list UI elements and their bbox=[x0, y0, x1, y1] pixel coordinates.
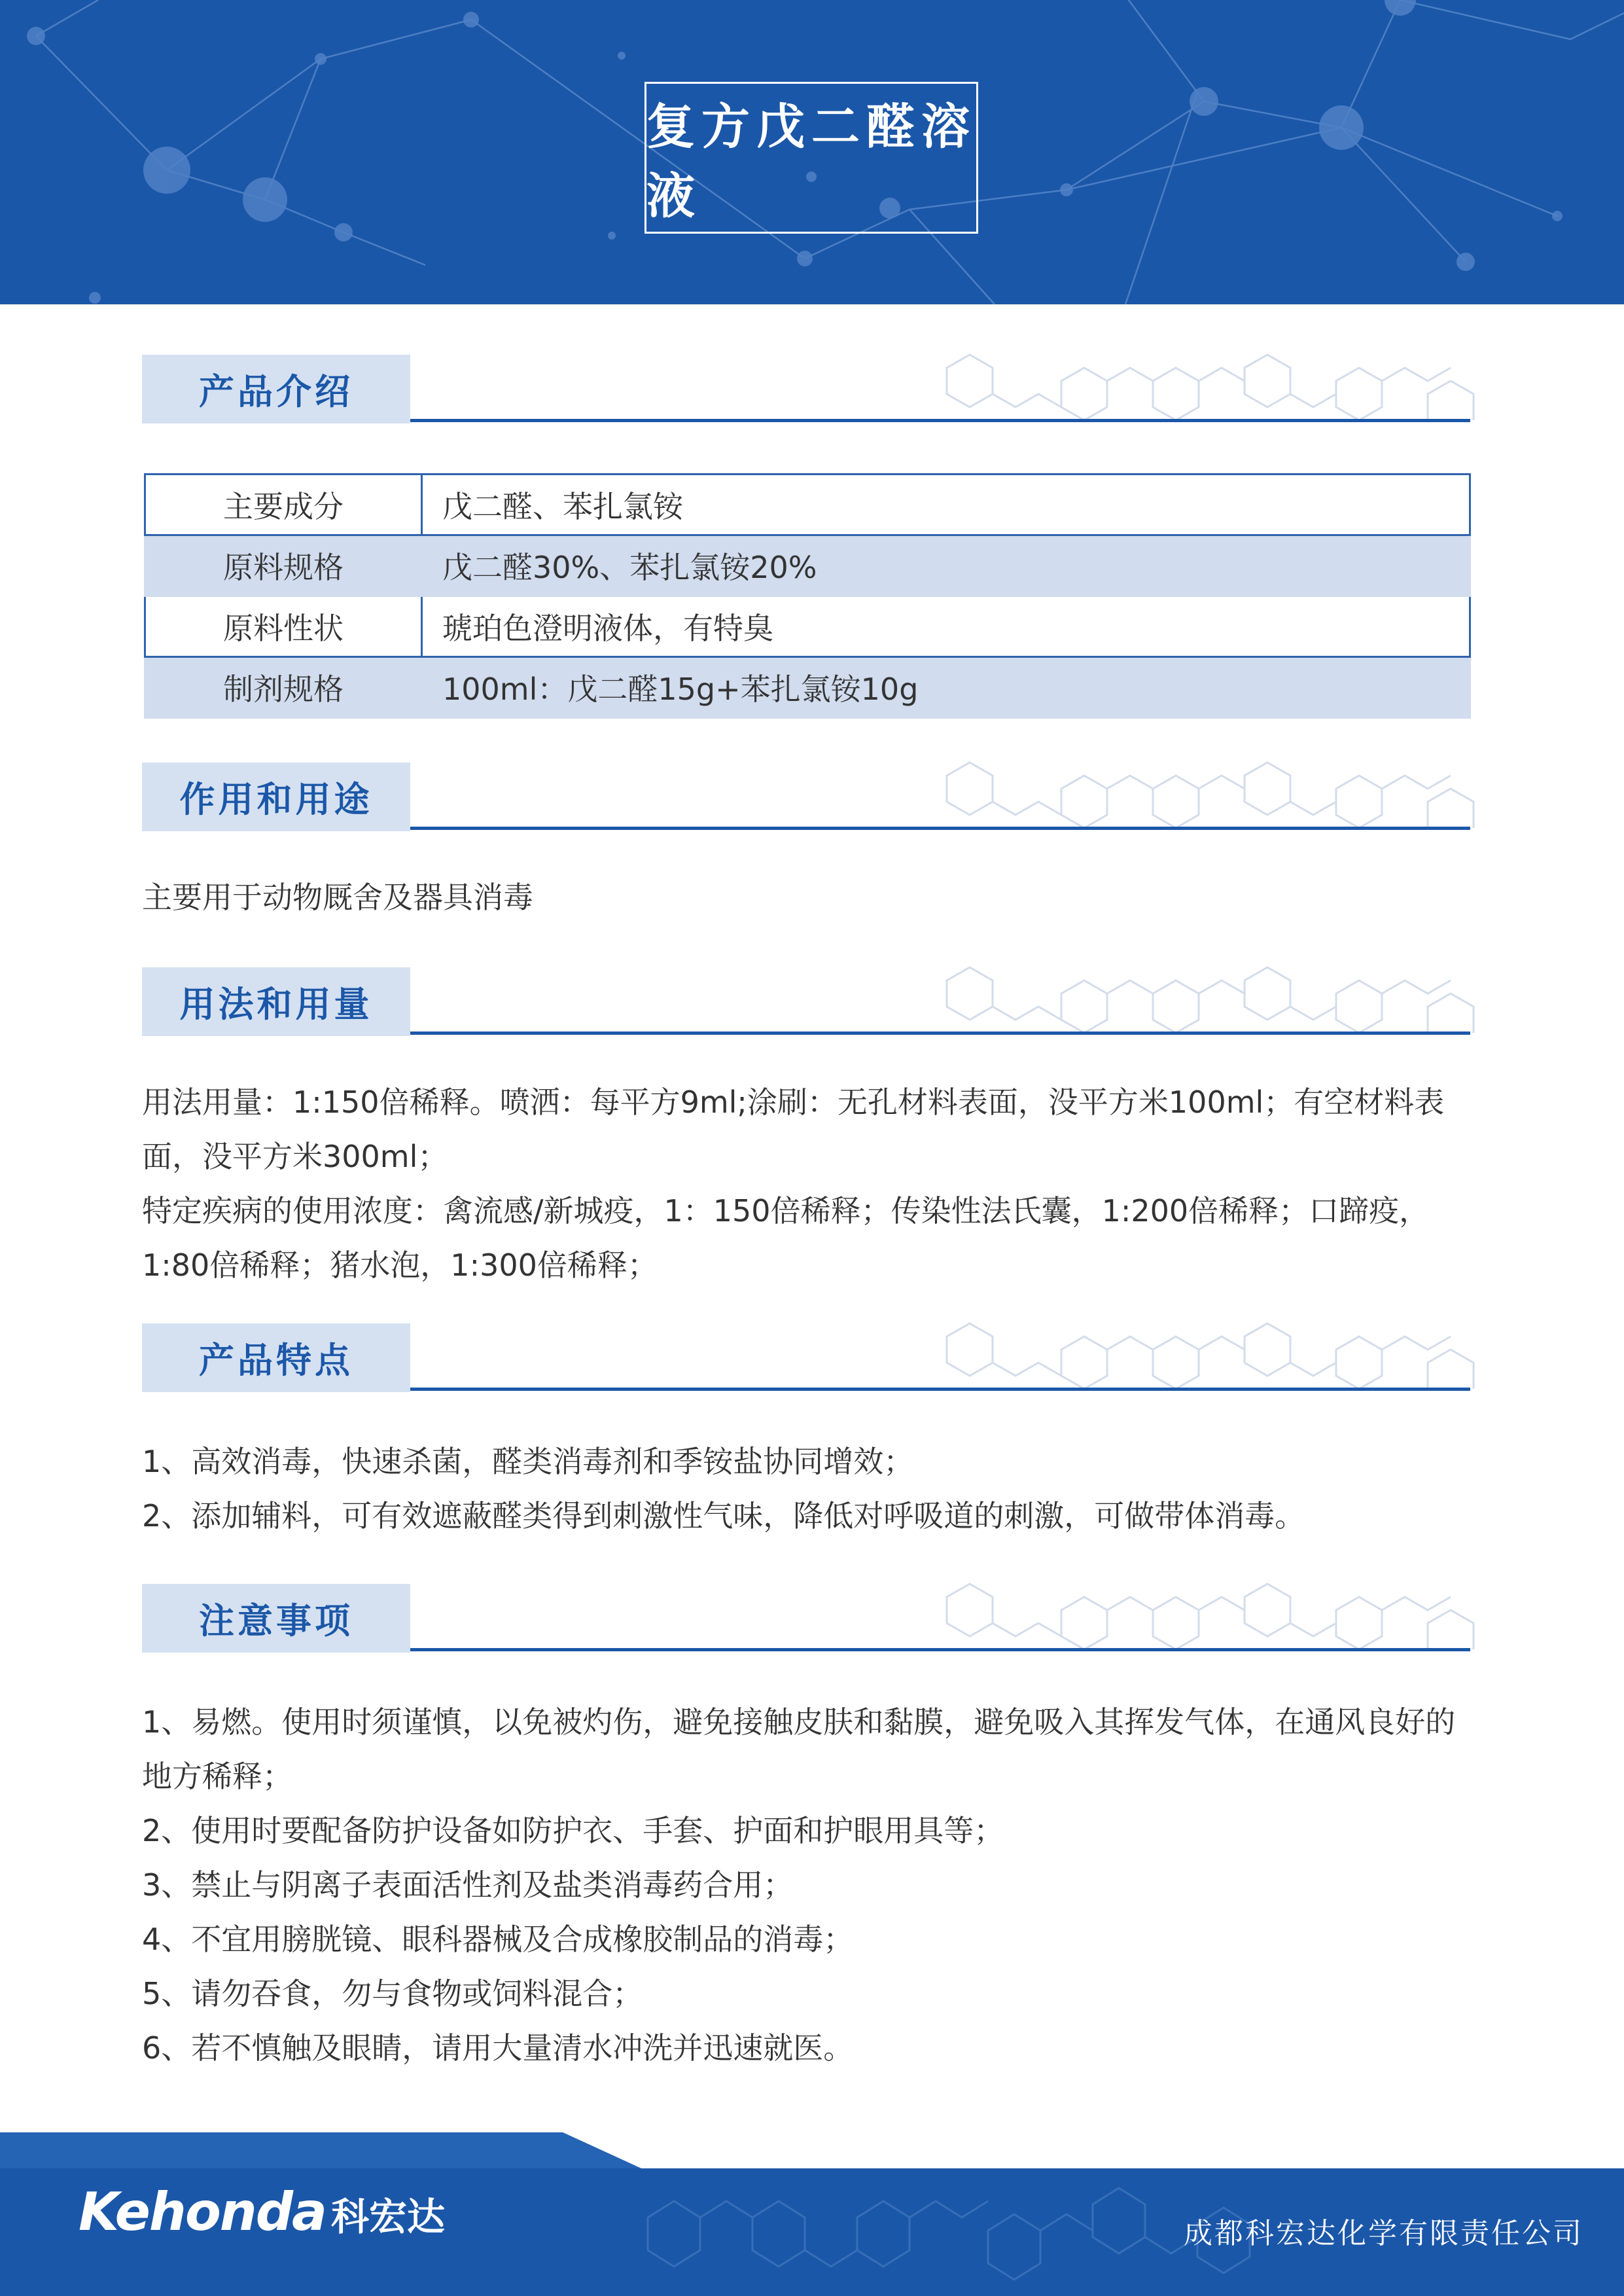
list-item: 5、请勿吞食，勿与食物或饲料混合； bbox=[142, 1976, 643, 2011]
list-item: 2、添加辅料，可有效遮蔽醛类得到刺激性气味，降低对呼吸道的刺激，可做带体消毒。 bbox=[142, 1498, 1305, 1534]
section-rule bbox=[410, 1388, 1470, 1391]
brand-name-cn: 科宏达 bbox=[331, 2195, 446, 2239]
section-title-dosage: 用法和用量 bbox=[179, 984, 373, 1025]
table-key: 制剂规格 bbox=[145, 657, 422, 718]
section-rule bbox=[410, 827, 1470, 830]
spec-table bbox=[144, 473, 1471, 719]
dosage-text bbox=[142, 1075, 1477, 1293]
table-row bbox=[145, 475, 1470, 535]
paragraph: 特定疾病的使用浓度：禽流感/新城疫，1：150倍稀释；传染性法氏囊，1:200倍稀释；口蹄疫，1:80倍稀释；猪水泡，1:300倍稀释； bbox=[142, 1193, 1430, 1283]
chemical-structure-decoration bbox=[934, 749, 1477, 828]
title-frame bbox=[644, 82, 978, 234]
section-tab-features bbox=[142, 1323, 410, 1392]
section-tab-usage bbox=[142, 762, 410, 831]
list-item: 1、易燃。使用时须谨慎，以免被灼伤，避免接触皮肤和黏膜，避免吸入其挥发气体，在通风良好的地方稀释； bbox=[142, 1704, 1456, 1794]
table-value: 戊二醛30%、苯扎氯铵20% bbox=[422, 535, 1470, 596]
section-title-features: 产品特点 bbox=[199, 1340, 353, 1381]
section-title-notes: 注意事项 bbox=[199, 1600, 353, 1641]
list-item: 2、使用时要配备防护设备如防护衣、手套、护面和护眼用具等； bbox=[142, 1813, 1004, 1848]
footer-banner bbox=[0, 2132, 1624, 2296]
chemical-structure-decoration bbox=[934, 954, 1477, 1033]
section-rule bbox=[410, 1031, 1470, 1035]
table-key: 原料规格 bbox=[145, 535, 422, 596]
usage-text bbox=[142, 870, 1477, 925]
company-name: 成都科宏达化学有限责任公司 bbox=[1184, 2217, 1583, 2250]
table-key: 主要成分 bbox=[145, 475, 422, 535]
section-tab-intro bbox=[142, 355, 410, 423]
section-rule bbox=[410, 419, 1470, 422]
table-row bbox=[145, 657, 1470, 718]
chemical-structure-decoration bbox=[934, 1310, 1477, 1389]
notes-text bbox=[142, 1695, 1477, 2075]
brand-name-en: Kehonda bbox=[79, 2181, 326, 2242]
page-title: 复方戊二醛溶液 bbox=[646, 99, 976, 224]
section-head-notes bbox=[142, 1584, 1470, 1653]
section-head-usage bbox=[142, 762, 1470, 831]
table-value: 戊二醛、苯扎氯铵 bbox=[422, 475, 1470, 535]
section-head-intro bbox=[142, 355, 1470, 423]
section-tab-dosage bbox=[142, 967, 410, 1036]
features-text bbox=[142, 1435, 1477, 1543]
table-value: 琥珀色澄明液体，有特臭 bbox=[422, 596, 1470, 657]
section-rule bbox=[410, 1648, 1470, 1651]
list-item: 6、若不慎触及眼睛，请用大量清水冲洗并迅速就医。 bbox=[142, 2030, 854, 2066]
table-row bbox=[145, 535, 1470, 596]
header-banner bbox=[0, 0, 1624, 304]
list-item: 4、不宜用膀胱镜、眼科器械及合成橡胶制品的消毒； bbox=[142, 1922, 854, 1957]
section-head-features bbox=[142, 1323, 1470, 1392]
section-head-dosage bbox=[142, 967, 1470, 1036]
list-item: 1、高效消毒，快速杀菌，醛类消毒剂和季铵盐协同增效； bbox=[142, 1444, 914, 1479]
paragraph: 用法用量：1:150倍稀释。喷洒：每平方9ml;涂刷：无孔材料表面，没平方米100ml；有空材料表面，没平方米300ml； bbox=[142, 1085, 1445, 1174]
list-item: 3、禁止与阴离子表面活性剂及盐类消毒药合用； bbox=[142, 1867, 794, 1903]
brand-logo bbox=[79, 2181, 445, 2242]
section-title-usage: 作用和用途 bbox=[179, 779, 373, 820]
chemical-structure-decoration bbox=[934, 342, 1477, 420]
paragraph: 主要用于动物厩舍及器具消毒 bbox=[142, 880, 533, 915]
table-key: 原料性状 bbox=[145, 596, 422, 657]
table-row bbox=[145, 596, 1470, 657]
chemical-structure-decoration bbox=[934, 1571, 1477, 1649]
section-tab-notes bbox=[142, 1584, 410, 1653]
table-value: 100ml：戊二醛15g+苯扎氯铵10g bbox=[422, 657, 1470, 718]
section-title-intro: 产品介绍 bbox=[199, 371, 353, 412]
